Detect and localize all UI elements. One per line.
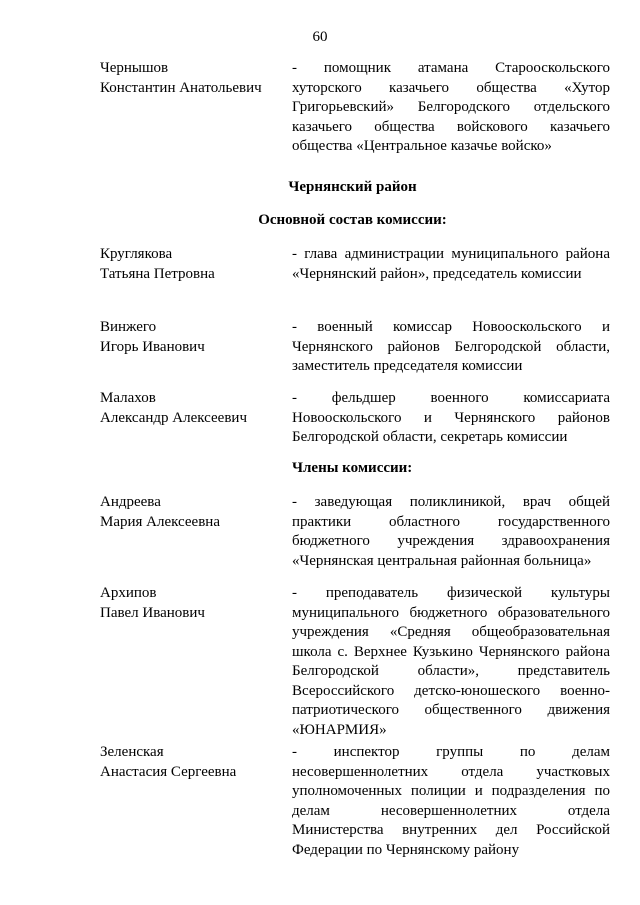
given-names: Константин Анатольевич <box>100 79 262 96</box>
person-name <box>100 318 285 357</box>
given-names: Татьяна Петровна <box>100 265 215 282</box>
surname: Малахов <box>100 390 156 406</box>
position-description: - помощник атамана Старооскольского хуторского казачьего общества «Хутор Григорьевский» Белгородского отдельского казачьего общества войскового казачьего общества «Центральное казачье войско» <box>292 60 610 154</box>
position-description: - фельдшер военного комиссариата Новооскольского и Чернянского районов Белгородской области, секретарь комиссии <box>292 390 610 445</box>
surname: Андреева <box>100 494 161 510</box>
position-description: - инспектор группы по делам несовершеннолетних отдела участковых уполномоченных полиции и подразделения по делам несовершеннолетних отдела Министерства внутренних дел Российской Федерации по Чернянскому району <box>292 744 610 858</box>
position-description: - преподаватель физической культуры муниципального бюджетного образовательного учреждения «Средняя общеобразовательная школа с. Верхнее Кузькино Чернянского района Белгородской области», представитель Всероссийского детско-юношеского военно-патриотического общественного движения «ЮНАРМИЯ» <box>292 585 610 738</box>
given-names: Александр Алексеевич <box>100 409 247 426</box>
page-number: 60 <box>312 29 328 45</box>
person-name <box>100 59 285 98</box>
main-composition-title: Основной состав комиссии: <box>258 212 447 228</box>
given-names: Павел Иванович <box>100 604 205 621</box>
person-name <box>100 389 285 428</box>
surname: Зеленская <box>100 744 164 760</box>
position-description: - глава администрации муниципального района «Чернянский район», председатель комиссии <box>292 246 610 282</box>
surname: Чернышов <box>100 60 169 76</box>
surname: Винжего <box>100 319 157 335</box>
person-name <box>100 743 285 782</box>
given-names: Мария Алексеевна <box>100 513 220 530</box>
person-name <box>100 584 285 623</box>
person-name <box>100 493 285 532</box>
surname: Архипов <box>100 585 157 601</box>
district-title: Чернянский район <box>288 179 417 195</box>
position-description: - военный комиссар Новооскольского и Чернянского районов Белгородской области, заместитель председателя комиссии <box>292 319 610 374</box>
given-names: Игорь Иванович <box>100 338 205 355</box>
surname: Круглякова <box>100 246 173 262</box>
person-name <box>100 245 285 284</box>
members-title: Члены комиссии: <box>292 460 413 476</box>
given-names: Анастасия Сергеевна <box>100 763 237 780</box>
position-description: - заведующая поликлиникой, врач общей практики областного государственного бюджетного учреждения здравоохранения «Чернянская центральная районная больница» <box>292 494 610 569</box>
